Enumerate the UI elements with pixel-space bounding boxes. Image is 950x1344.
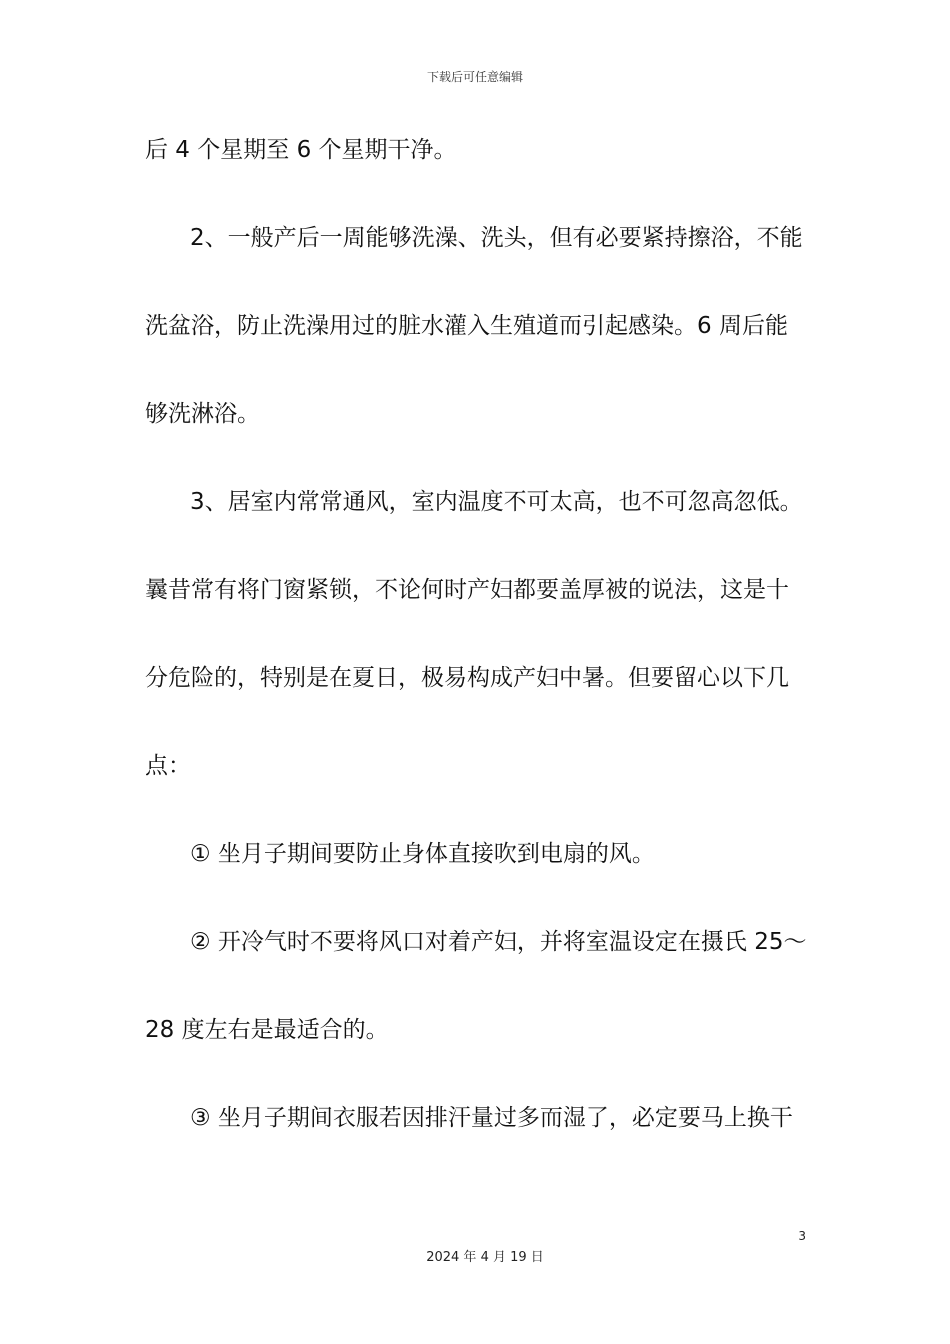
text-line: 2、一般产后一周能够洗澡、洗头，但有必要紧持擦浴，不能 bbox=[190, 225, 803, 251]
page-header: 下载后可任意编辑 bbox=[426, 70, 523, 84]
text-line: ① 坐月子期间要防止身体直接吹到电扇的风。 bbox=[190, 841, 655, 867]
text-line: 28 度左右是最适合的。 bbox=[145, 1017, 389, 1043]
text-line: 后 4 个星期至 6 个星期干净。 bbox=[145, 137, 457, 163]
text-line: ③ 坐月子期间衣服若因排汗量过多而湿了，必定要马上换干 bbox=[190, 1105, 793, 1131]
text-line: 曩昔常有将门窗紧锁，不论何时产妇都要盖厚被的说法，这是十 bbox=[145, 577, 789, 603]
text-line: 够洗淋浴。 bbox=[145, 401, 260, 427]
text-line: ② 开冷气时不要将风口对着产妇，并将室温设定在摄氏 25～ bbox=[190, 929, 807, 955]
text-line: 分危险的，特别是在夏日，极易构成产妇中暑。但要留心以下几 bbox=[145, 665, 789, 691]
text-line: 3、居室内常常通风，室内温度不可太高，也不可忽高忽低。 bbox=[190, 489, 803, 515]
page-number: 3 bbox=[798, 1229, 806, 1243]
text-line: 洗盆浴，防止洗澡用过的脏水灌入生殖道而引起感染。6 周后能 bbox=[145, 313, 788, 339]
footer-date: 2024 年 4 月 19 日 bbox=[426, 1250, 544, 1265]
text-line: 点： bbox=[145, 753, 191, 779]
